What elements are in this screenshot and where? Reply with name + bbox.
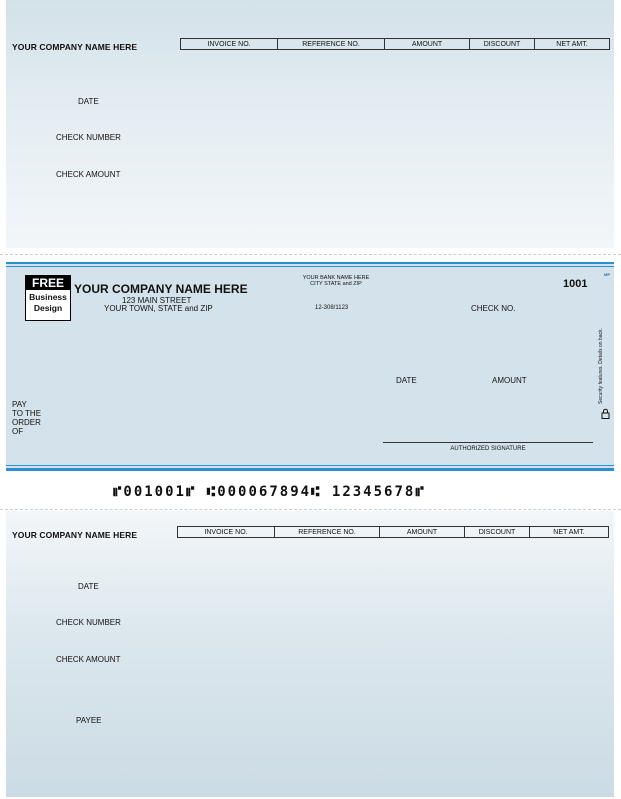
top-date-label: DATE: [78, 97, 99, 106]
check-top-stripe: [6, 262, 614, 264]
column-discount: DISCOUNT: [470, 39, 535, 50]
column-invoice-no: INVOICE NO.: [178, 527, 275, 538]
check-number: 1001: [563, 278, 588, 290]
logo-business: Business: [29, 292, 67, 302]
bottom-check-amount-label: CHECK AMOUNT: [56, 655, 121, 664]
check-date-label: DATE: [396, 376, 417, 385]
pay-label-2: TO THE: [12, 409, 42, 418]
check-bottom-stripe: [6, 468, 614, 471]
mp-mark: MP: [604, 272, 610, 277]
check-city: YOUR TOWN, STATE and ZIP: [104, 304, 213, 313]
column-invoice-no: INVOICE NO.: [181, 39, 278, 50]
bottom-check-number-label: CHECK NUMBER: [56, 618, 121, 627]
top-stub-company: YOUR COMPANY NAME HERE: [12, 42, 138, 52]
pay-to-the-order-of: [12, 400, 41, 436]
check-no-label: CHECK NO.: [471, 304, 516, 313]
routing-fraction: 12-308/1123: [315, 305, 349, 311]
bottom-payee-label: PAYEE: [76, 716, 102, 725]
pay-label-4: OF: [12, 427, 24, 436]
bottom-stub-company: YOUR COMPANY NAME HERE: [12, 530, 138, 540]
lock-icon: [601, 408, 610, 419]
column-reference-no: REFERENCE NO.: [278, 39, 385, 50]
bank-city: CITY STATE and ZIP: [310, 281, 362, 287]
top-stub-header-table: [180, 38, 610, 50]
signature-line: [383, 442, 593, 443]
logo-design: Design: [33, 303, 63, 313]
signature-label: AUTHORIZED SIGNATURE: [450, 446, 526, 452]
micr-line: ⑈001001⑈ ⑆000067894⑆ 12345678⑈: [113, 484, 426, 500]
check-amount-label: AMOUNT: [492, 376, 527, 385]
logo-free: FREE: [26, 276, 70, 290]
pay-label-1: PAY: [12, 400, 27, 409]
bottom-stub-header-table: [177, 526, 609, 538]
pay-label-3: ORDER: [12, 418, 41, 427]
column-amount: AMOUNT: [385, 39, 470, 50]
bottom-date-label: DATE: [78, 582, 99, 591]
column-amount: AMOUNT: [380, 527, 465, 538]
check-top-stripe-thin: [6, 266, 614, 267]
top-check-amount-label: CHECK AMOUNT: [56, 170, 121, 179]
top-check-number-label: CHECK NUMBER: [56, 133, 121, 142]
check-bottom-stripe-thin: [6, 465, 614, 466]
perforation-top: [0, 254, 621, 255]
free-business-design-logo: [25, 275, 71, 321]
check-street: 123 MAIN STREET: [122, 296, 192, 305]
bottom-stub: [6, 511, 614, 797]
column-net-amt: NET AMT.: [535, 39, 610, 50]
check-body: [6, 262, 614, 471]
bank-name: YOUR BANK NAME HERE: [302, 275, 370, 281]
check-company-name: YOUR COMPANY NAME HERE: [74, 282, 248, 296]
perforation-bottom: [0, 509, 621, 510]
column-net-amt: NET AMT.: [530, 527, 609, 538]
column-discount: DISCOUNT: [465, 527, 530, 538]
security-features-text: Security features. Details on back.: [598, 328, 604, 404]
column-reference-no: REFERENCE NO.: [275, 527, 380, 538]
